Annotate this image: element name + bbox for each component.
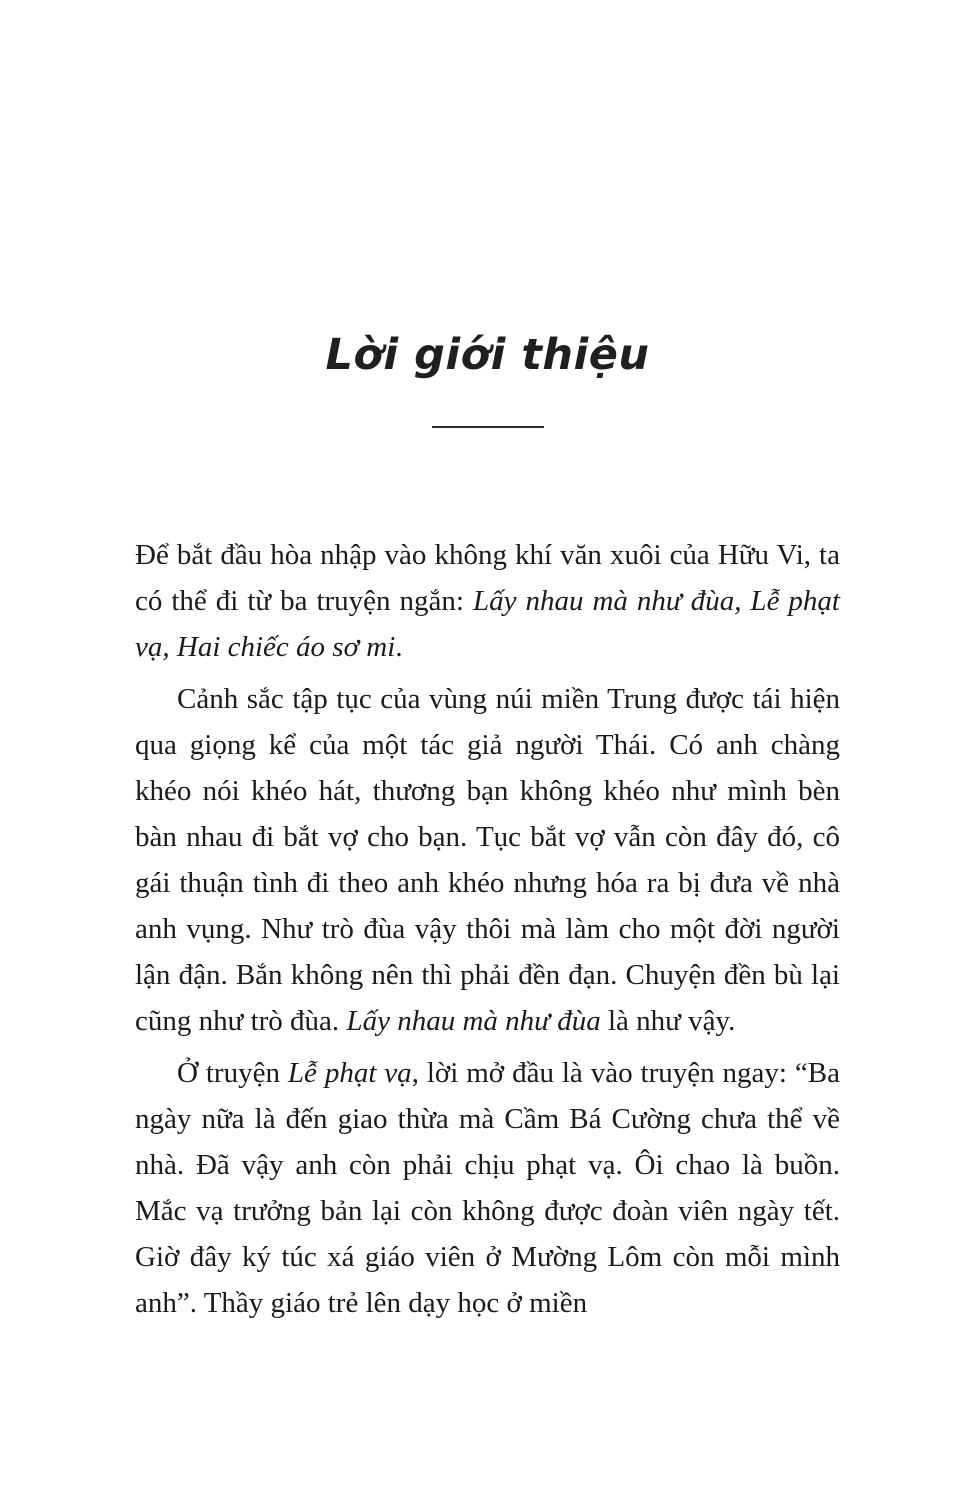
paragraph-3-text: Ở truyện xyxy=(177,1056,288,1089)
chapter-title: Lời giới thiệu xyxy=(325,330,650,380)
paragraph-2-text: Cảnh sắc tập tục của vùng núi miền Trung được tái hiện qua giọng kể của một tác giả người Thái. Có anh chàng khéo nói khéo hát, thương bạn không khéo như mình bèn bàn nhau đi bắt vợ cho bạn. Tục bắt vợ vẫn còn đây đó, cô gái thuận tình đi theo anh khéo nhưng hóa ra bị đưa về nhà anh vụng. Như trò đùa vậy thôi mà làm cho một đời người lận đận. Bắn không nên thì phải đền đạn. Chuyện đền bù lại cũng như trò đùa. xyxy=(135,682,840,1037)
paragraph-2-story-title: Lấy nhau mà như đùa xyxy=(346,1004,601,1037)
paragraph-3 xyxy=(135,1050,840,1326)
paragraph-1-story-titles: Lấy nhau mà như đùa, Lễ phạt vạ, Hai chiếc áo sơ mi xyxy=(135,584,840,663)
body-text xyxy=(135,532,840,1326)
paragraph-1-text: Để bắt đầu hòa nhập vào không khí văn xuôi của Hữu Vi, ta có thể đi từ ba truyện ngắn: xyxy=(135,538,840,617)
paragraph-1 xyxy=(135,532,840,670)
paragraph-3-story-title: Lễ phạt vạ xyxy=(287,1056,412,1089)
paragraph-3-text-end: , lời mở đầu là vào truyện ngay: “Ba ngày nữa là đến giao thừa mà Cầm Bá Cường chưa thể về nhà. Đã vậy anh còn phải chịu phạt vạ. Ôi chao là buồn. Mắc vạ trưởng bản lại còn không được đoàn viên ngày tết. Giờ đây ký túc xá giáo viên ở Mường Lôm còn mỗi mình anh”. Thầy giáo trẻ lên dạy học ở miền xyxy=(135,1056,840,1319)
paragraph-1-text-end: . xyxy=(395,630,403,663)
title-divider xyxy=(432,426,544,428)
paragraph-2 xyxy=(135,676,840,1044)
paragraph-2-text-end: là như vậy. xyxy=(600,1004,736,1037)
